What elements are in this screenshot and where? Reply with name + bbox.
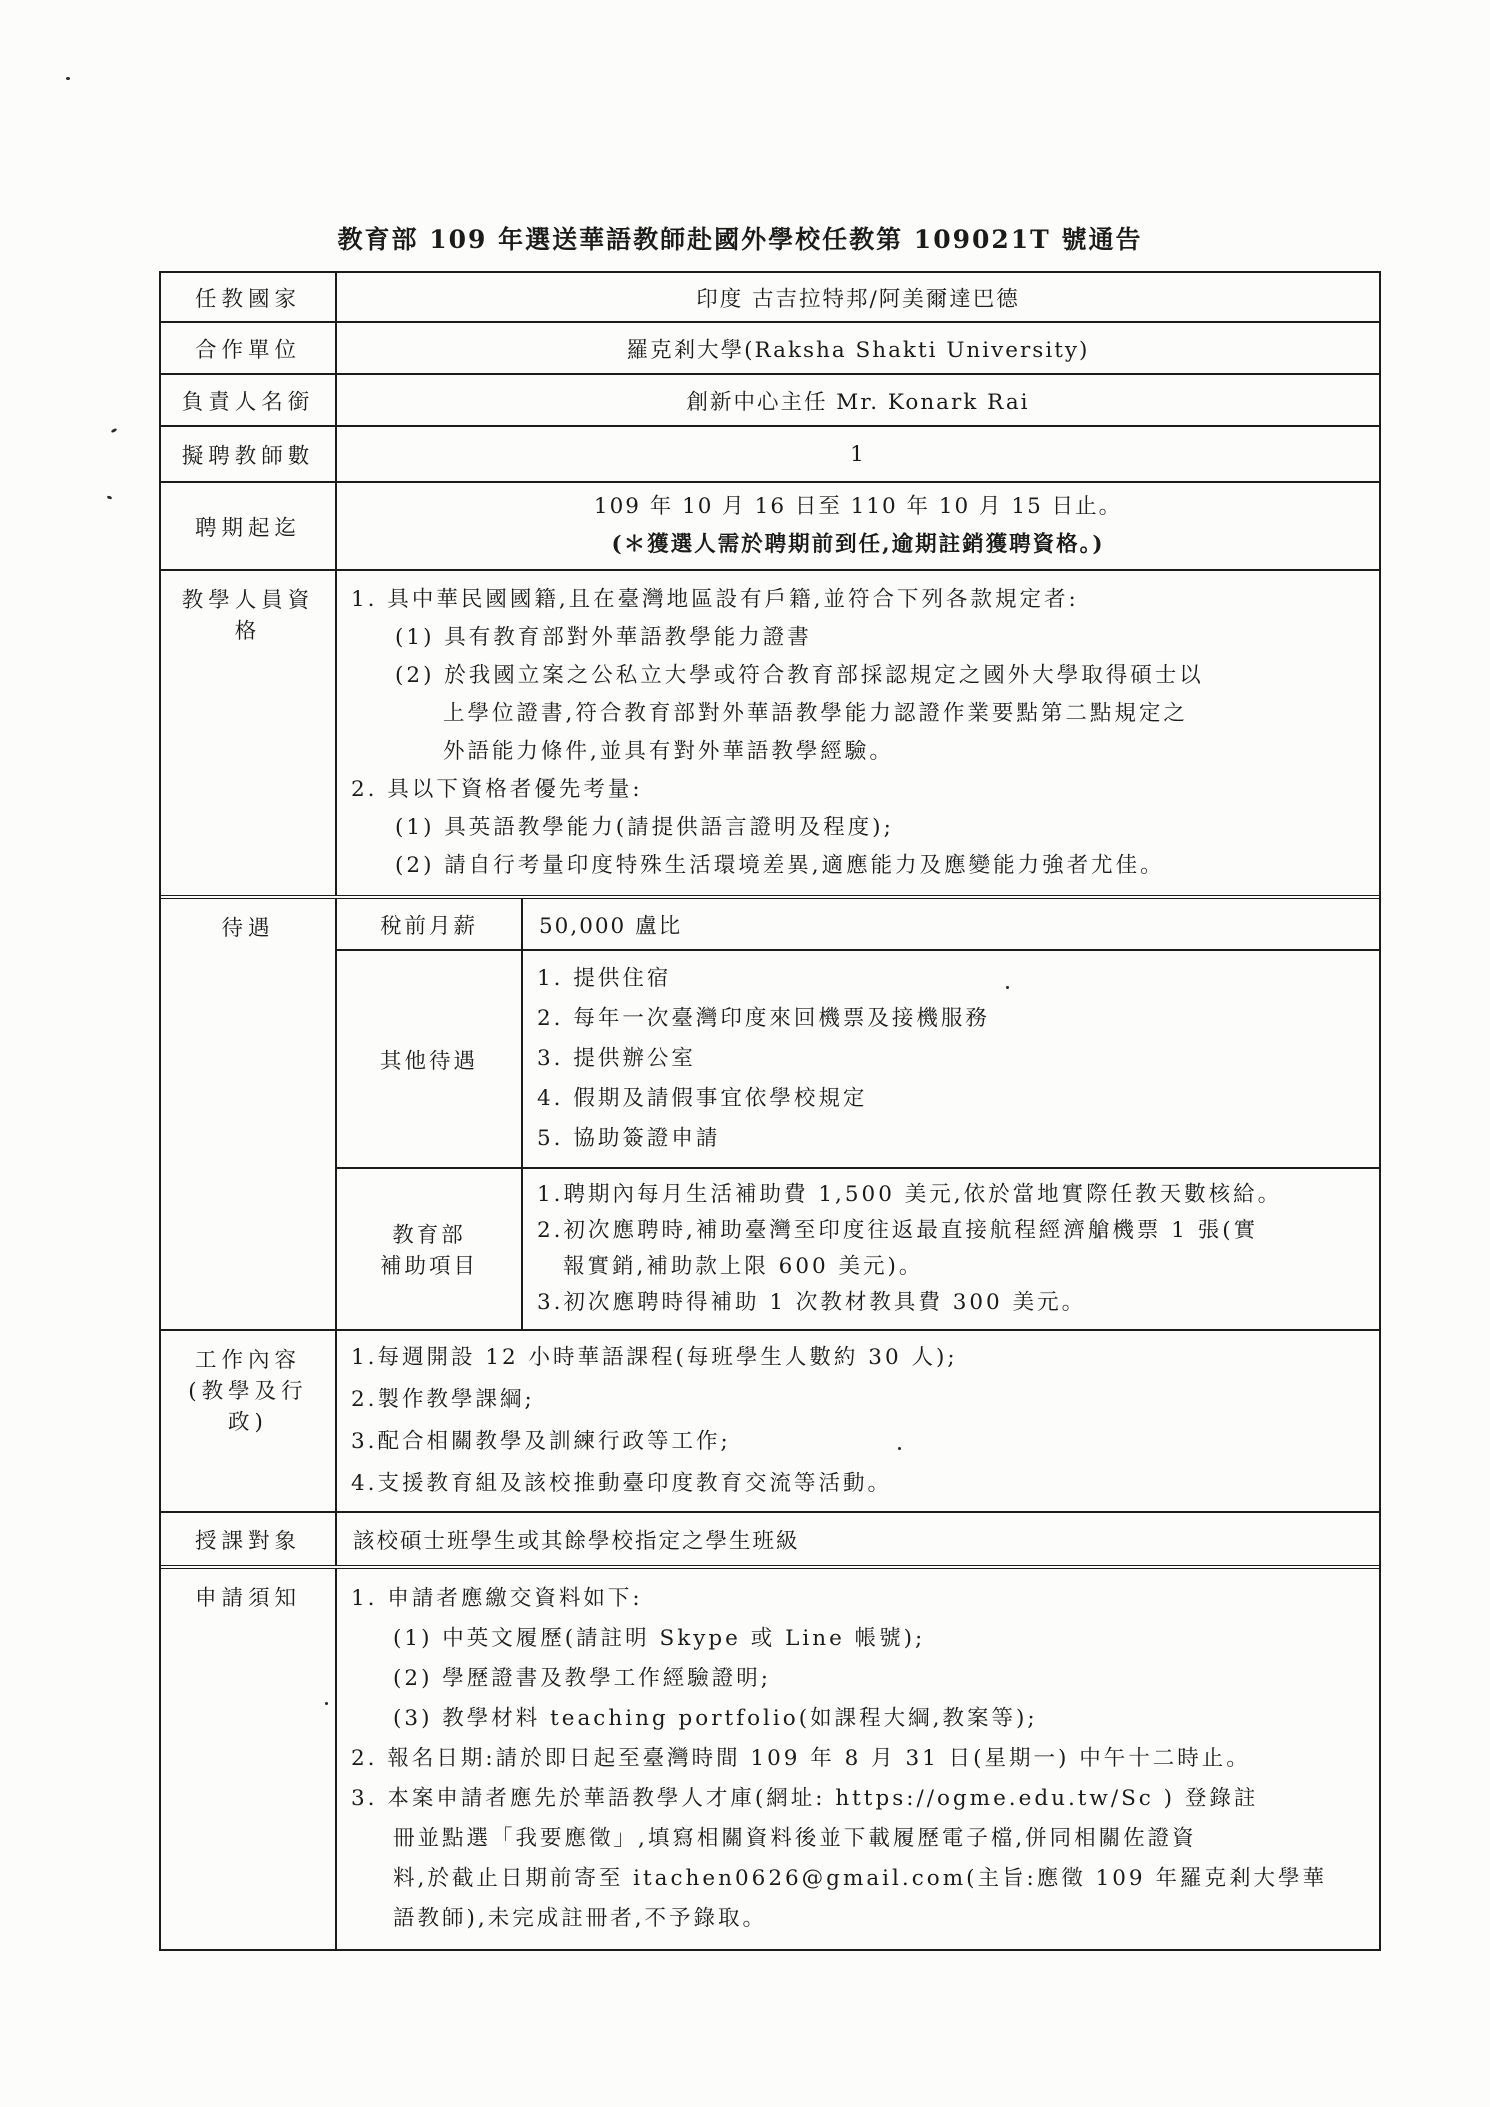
text-line: 4. 假期及請假事宜依學校規定 xyxy=(537,1086,868,1111)
subrow-monthly-salary xyxy=(337,899,1379,949)
text-line: 2. 報名日期:請於即日起至臺灣時間 109 年 8 月 31 日(星期一) 中午十二時止。 xyxy=(351,1746,1251,1771)
text-line: 工作內容 xyxy=(194,1348,301,1373)
row-teaching-country xyxy=(161,273,1379,321)
contact-person-label: 負責人名銜 xyxy=(161,375,337,425)
text-line: (2) 於我國立案之公私立大學或符合教育部採認規定之國外大學取得碩士以 xyxy=(395,663,1204,688)
row-application-notes xyxy=(161,1565,1379,1949)
monthly-salary-value: 50,000 盧比 xyxy=(539,913,683,939)
contact-person-value: 創新中心主任 Mr. Konark Rai xyxy=(686,389,1030,415)
text-line: (1) 具英語教學能力(請提供語言證明及程度); xyxy=(395,815,894,840)
text-line: 2. 具以下資格者優先考量: xyxy=(351,777,643,802)
employment-period-label: 聘期起迄 xyxy=(161,483,337,569)
text-line: 3. 提供辦公室 xyxy=(537,1046,696,1071)
row-employment-period xyxy=(161,481,1379,569)
text-line: 教學人員資 xyxy=(181,588,315,613)
text-line: 料,於截止日期前寄至 itachen0626@gmail.com(主旨:應徵 109 年羅克剎大學華 xyxy=(393,1866,1327,1891)
teacher-headcount-value: 1 xyxy=(850,441,866,467)
teacher-qualifications-text xyxy=(337,571,1379,895)
subrow-other-benefits xyxy=(337,949,1379,1167)
text-line: 109 年 10 月 16 日至 110 年 10 月 15 日止。 xyxy=(593,494,1123,519)
text-line: 3.初次應聘時得補助 1 次教材教具費 300 美元。 xyxy=(537,1290,1087,1315)
employment-period-value xyxy=(337,483,1379,569)
text-line: 格 xyxy=(234,619,262,644)
row-contact-person xyxy=(161,373,1379,425)
row-target-students xyxy=(161,1511,1379,1565)
text-line: 2.初次應聘時,補助臺灣至印度往返最直接航程經濟艙機票 1 張(實 xyxy=(537,1218,1259,1243)
partner-institution-value: 羅克剎大學(Raksha Shakti University) xyxy=(626,337,1090,363)
text-line: 1. 申請者應繳交資料如下: xyxy=(351,1586,643,1611)
row-teacher-headcount xyxy=(161,425,1379,481)
ministry-subsidy-text xyxy=(523,1169,1379,1329)
text-line: 1. 具中華民國國籍,且在臺灣地區設有戶籍,並符合下列各款規定者: xyxy=(351,587,1079,612)
text-line: 外語能力條件,並具有對外華語教學經驗。 xyxy=(443,739,894,764)
text-line: (教學及行 xyxy=(188,1379,308,1404)
ministry-subsidy-label xyxy=(337,1169,523,1329)
text-line: (3) 教學材料 teaching portfolio(如課程大綱,教案等); xyxy=(393,1706,1038,1731)
text-line: 上學位證書,符合教育部對外華語教學能力認證作業要點第二點規定之 xyxy=(443,701,1188,726)
text-line: 政) xyxy=(228,1410,268,1435)
row-job-duties xyxy=(161,1329,1379,1511)
text-line: (＊獲選人需於聘期前到任,逾期註銷獲聘資格。) xyxy=(611,532,1105,557)
teacher-headcount-label: 擬聘教師數 xyxy=(161,427,337,481)
text-line: 4.支援教育組及該校推動臺印度教育交流等活動。 xyxy=(351,1471,893,1496)
application-notes-text xyxy=(337,1569,1379,1949)
job-duties-text xyxy=(337,1331,1379,1511)
text-line: (2) 學歷證書及教學工作經驗證明; xyxy=(393,1666,772,1691)
text-line: 3. 本案申請者應先於華語教學人才庫(網址: https://ogme.edu.tw/Sc ) 登錄註 xyxy=(351,1786,1259,1811)
text-line: (1) 具有教育部對外華語教學能力證書 xyxy=(395,625,812,650)
monthly-salary-label: 稅前月薪 xyxy=(337,899,523,949)
document-title: 教育部 109 年選送華語教師赴國外學校任教第 109021T 號通告 xyxy=(337,225,1143,254)
scan-speckle xyxy=(66,77,70,80)
text-line: 1. 提供住宿 xyxy=(537,966,672,991)
job-duties-label xyxy=(161,1331,337,1511)
text-line: 3.配合相關教學及訓練行政等工作; xyxy=(351,1429,731,1454)
text-line: 2. 每年一次臺灣印度來回機票及接機服務 xyxy=(537,1006,990,1031)
text-line: 5. 協助簽證申請 xyxy=(537,1126,721,1151)
target-students-value: 該校碩士班學生或其餘學校指定之學生班級 xyxy=(353,1528,800,1554)
target-students-label: 授課對象 xyxy=(161,1513,337,1565)
text-line: 1.每週開設 12 小時華語課程(每班學生人數約 30 人); xyxy=(351,1345,958,1370)
teacher-qualifications-label xyxy=(161,571,337,895)
text-line: 教育部 xyxy=(392,1223,466,1248)
other-benefits-label: 其他待遇 xyxy=(337,951,523,1167)
text-line: 補助項目 xyxy=(379,1254,478,1279)
text-line: 2.製作教學課綱; xyxy=(351,1387,535,1412)
text-line: 1.聘期內每月生活補助費 1,500 美元,依於當地實際任教天數核給。 xyxy=(537,1182,1283,1207)
subrow-ministry-subsidy xyxy=(337,1167,1379,1329)
text-line: 語教師),未完成註冊者,不予錄取。 xyxy=(393,1906,768,1931)
compensation-label: 待遇 xyxy=(161,899,337,1329)
text-line: (1) 中英文履歷(請註明 Skype 或 Line 帳號); xyxy=(393,1626,926,1651)
text-line: (2) 請自行考量印度特殊生活環境差異,適應能力及應變能力強者尤佳。 xyxy=(395,853,1165,878)
teaching-country-label: 任教國家 xyxy=(161,273,337,321)
row-teacher-qualifications xyxy=(161,569,1379,895)
text-line: 冊並點選「我要應徵」,填寫相關資料後並下載履歷電子檔,併同相關佐證資 xyxy=(393,1826,1197,1851)
application-notes-label: 申請須知 xyxy=(161,1569,337,1949)
other-benefits-text xyxy=(523,951,1379,1167)
partner-institution-label: 合作單位 xyxy=(161,323,337,373)
scan-speckle xyxy=(107,495,113,500)
compensation-subtable xyxy=(337,899,1379,1329)
row-partner-institution xyxy=(161,321,1379,373)
text-line: 報實銷,補助款上限 600 美元)。 xyxy=(563,1254,924,1279)
scan-speckle xyxy=(111,428,118,434)
notice-info-table xyxy=(159,271,1381,1951)
teaching-country-value: 印度 古吉拉特邦/阿美爾達巴德 xyxy=(696,286,1020,312)
row-compensation xyxy=(161,895,1379,1329)
